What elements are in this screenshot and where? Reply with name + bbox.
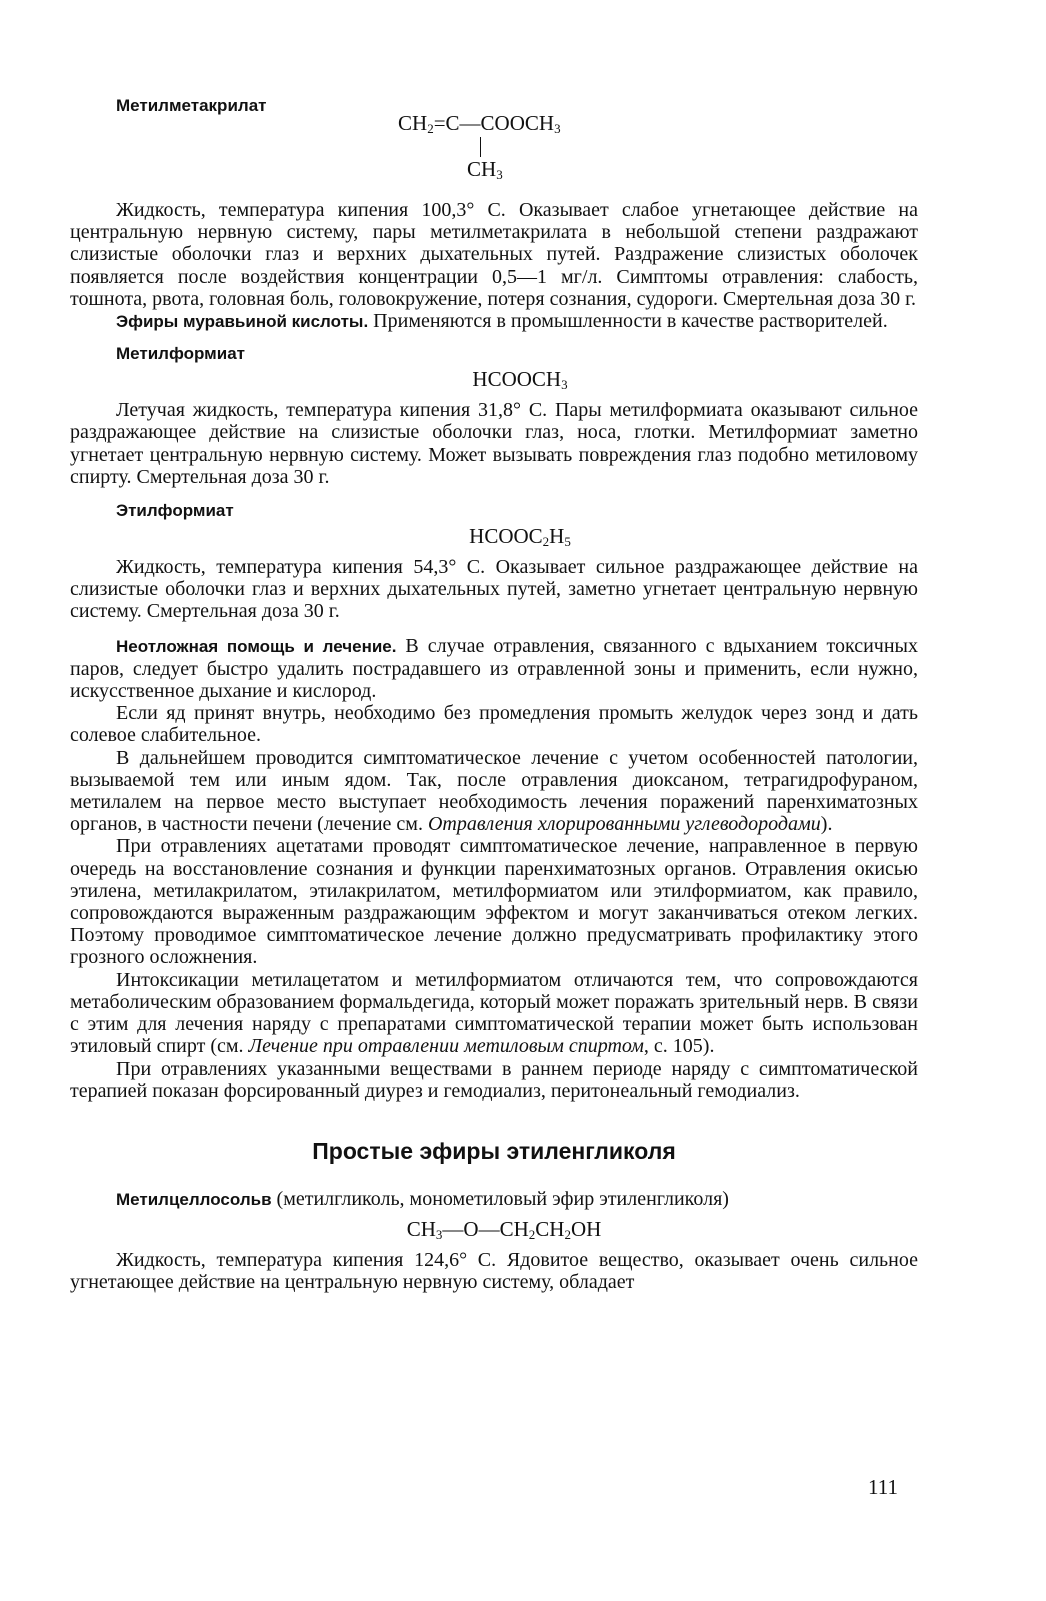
formula-sub: 3 bbox=[554, 121, 561, 136]
formula-part: CH bbox=[406, 1217, 436, 1242]
formula-sub: 3 bbox=[496, 167, 503, 182]
subsection-title-methyl-formate: Метилформиат bbox=[116, 344, 245, 364]
formula-sub: 2 bbox=[528, 1227, 536, 1243]
formula-sub: 5 bbox=[564, 534, 571, 550]
formula-sub: 2 bbox=[564, 1227, 571, 1243]
bold-lead: Эфиры муравьиной кислоты. bbox=[116, 312, 369, 332]
section-heading: Простые эфиры этиленгликоля bbox=[312, 1137, 676, 1164]
formula-part: =C—COOCH bbox=[433, 111, 555, 135]
formula-line-1 bbox=[398, 111, 561, 136]
paragraph-methyl-methacrylate: Жидкость, температура кипения 100,3° С. Оказывает слабое угнетающее действие на центральную нервную систему, пары метилметакрилата в небольшой степени раздражают слизистые оболочки глаз и верхних дыхательных путей. Раздражение слизистых оболочек появляется после воздействия концентрации 0,5—1 мг/л. Симптомы отравления: слабость, тошнота, рвота, головная боль, головокружение, потеря сознания, судороги. Смертельная доза 30 г. bbox=[70, 199, 918, 310]
subsection-title-methyl-methacrylate: Метилметакрилат bbox=[116, 96, 267, 115]
formula-sub: 2 bbox=[427, 121, 434, 136]
paragraph-formic-esters bbox=[70, 310, 918, 333]
formula-methyl-formate bbox=[70, 367, 918, 391]
paragraph-methyl-cellosolve: Жидкость, температура кипения 124,6° С. Ядовитое вещество, оказывает очень сильное угнетающее действие на центральную нервную систему, обладает bbox=[70, 1249, 918, 1294]
paragraph-emergency-aid bbox=[70, 635, 918, 703]
subsection-title-ethyl-formate: Этилформиат bbox=[116, 501, 234, 521]
paragraph-symptomatic-treatment bbox=[70, 747, 918, 836]
formula-part: HCOOCH bbox=[472, 367, 562, 392]
paragraph-text: (метилгликоль, монометиловый эфир этиленгликоля) bbox=[271, 1187, 729, 1210]
formula-part: H bbox=[549, 524, 565, 549]
page-content bbox=[70, 95, 918, 1294]
formula-ethyl-formate bbox=[70, 524, 918, 548]
formula-bond-line bbox=[478, 137, 481, 157]
formula-line-2 bbox=[467, 157, 503, 182]
formula-part: OH bbox=[570, 1217, 602, 1242]
paragraph-intoxication bbox=[70, 969, 918, 1058]
paragraph-text: Интоксикации метилацетатом и метилформиатом отличаются тем, что сопровождаются метаболическим образованием формальдегида, который может поражать зрительный нерв. В связи с этим для лечения наряду с препаратами симптоматической терапии может быть использован этиловый спирт (см. bbox=[70, 968, 918, 1058]
bold-lead: Метилцеллосольв bbox=[116, 1189, 272, 1209]
paragraph-methyl-formate: Летучая жидкость, температура кипения 31,8° С. Пары метилформиата оказывают сильное раздражающее действие на слизистые оболочки глаз, носа, глотки. Метилформиат заметно угнетает центральную нервную систему. Может вызывать повреждения глаз подобно метиловому спирту. Смертельная доза 30 г. bbox=[70, 399, 918, 488]
paragraph-acetates: При отравлениях ацетатами проводят симптоматическое лечение, направленное в первую очередь на восстановление сознания и функции паренхиматозных органов. Отравления окисью этилена, метилакрилатом, этилакрилатом, метилформиатом или этилформиатом, как правило, сопровождаются выраженным раздражающим эффектом и могут заканчиваться отеком легких. Поэтому проводимое симптоматическое лечение должно предусматривать профилактику этого грозного осложнения. bbox=[70, 835, 918, 969]
paragraph-text: Применяются в промышленности в качестве растворителей. bbox=[368, 310, 888, 333]
formula-sub: 2 bbox=[542, 534, 550, 550]
formula-part: —O—CH bbox=[442, 1217, 529, 1242]
italic-reference: Отравления хлорированными углеводородами bbox=[427, 813, 821, 836]
subsection-title-methyl-cellosolve bbox=[70, 1188, 918, 1211]
formula-part: CH bbox=[467, 157, 497, 181]
bold-lead: Неотложная помощь и лечение. bbox=[116, 636, 397, 656]
formula-methyl-methacrylate bbox=[70, 111, 918, 185]
page-number: 111 bbox=[868, 1475, 898, 1499]
paragraph-ethyl-formate: Жидкость, температура кипения 54,3° С. Оказывает сильное раздражающее действие на слизистые оболочки глаз и верхних дыхательных путей, заметно угнетает центральную нервную систему. Смертельная доза 30 г. bbox=[70, 556, 918, 623]
paragraph-gastric-lavage: Если яд принят внутрь, необходимо без промедления промыть желудок через зонд и дать солевое слабительное. bbox=[70, 702, 918, 747]
paragraph-text: ). bbox=[820, 813, 833, 836]
paragraph-text: , с. 105). bbox=[643, 1035, 715, 1058]
formula-sub: 3 bbox=[561, 377, 568, 393]
paragraph-text: В дальнейшем проводится симптоматическое лечение с учетом особенностей патологии, вызываемой тем или иным ядом. Так, после отравления диоксаном, тетрагидрофураном, метилалем на первое место выступает необходимость лечения поражений паренхиматозных органов, в частности печени (лечение см. bbox=[70, 746, 918, 836]
paragraph-diuresis: При отравлениях указанными веществами в раннем периоде наряду с симптоматической терапией показан форсированный диурез и гемодиализ, перитонеальный гемодиализ. bbox=[70, 1057, 918, 1102]
formula-part: CH bbox=[398, 111, 428, 135]
italic-reference: Лечение при отравлении метиловым спиртом bbox=[248, 1035, 644, 1058]
formula-part: CH bbox=[535, 1217, 565, 1242]
formula-part: HCOOC bbox=[469, 524, 543, 549]
paragraph-text: В случае отравления, связанного с вдыханием токсичных паров, следует быстро удалить пострадавшего из отравленной зоны и применить, если нужно, искусственное дыхание и кислород. bbox=[70, 634, 918, 703]
formula-methyl-cellosolve bbox=[70, 1217, 918, 1241]
formula-sub: 3 bbox=[435, 1227, 443, 1243]
